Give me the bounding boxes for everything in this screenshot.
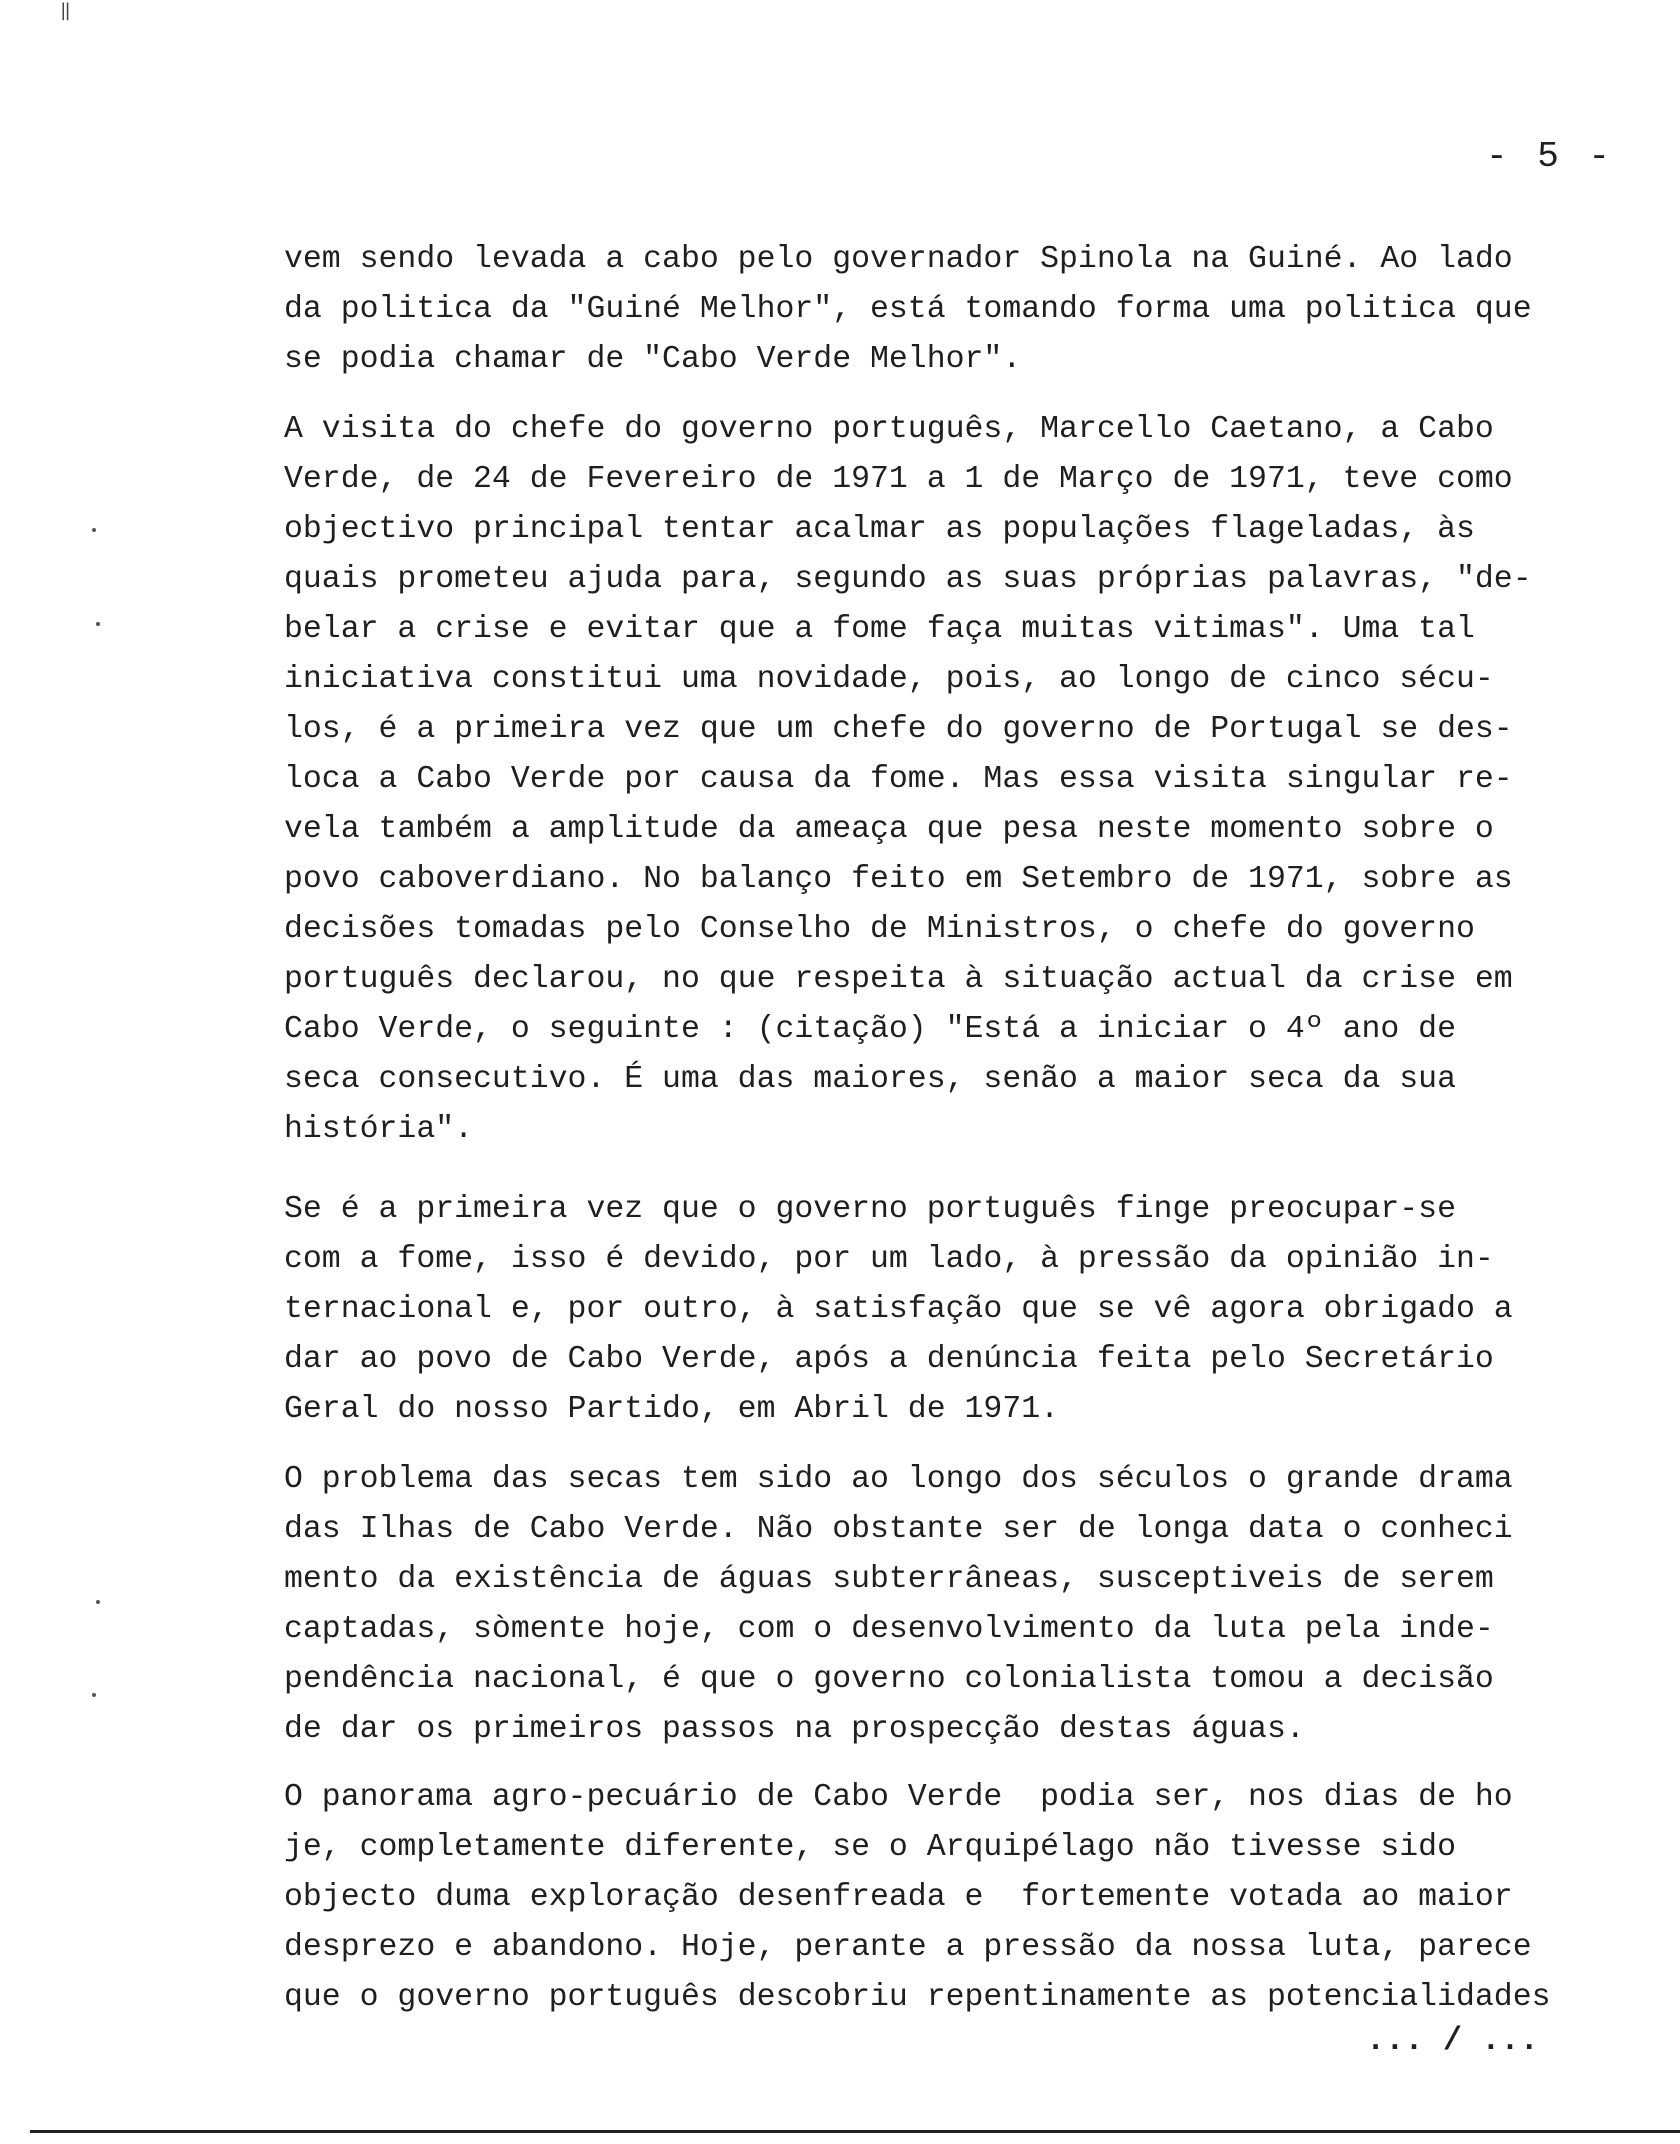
text-line: povo caboverdiano. No balanço feito em Setembro de 1971, sobre as xyxy=(284,862,1513,897)
text-line: captadas, sòmente hoje, com o desenvolvimento da luta pela inde- xyxy=(284,1612,1494,1647)
scan-speck xyxy=(96,622,100,626)
scan-speck xyxy=(96,1600,100,1604)
text-line: quais prometeu ajuda para, segundo as suas próprias palavras, "de- xyxy=(284,562,1532,597)
corner-mark: ‖ xyxy=(60,2,71,22)
text-line: ternacional e, por outro, à satisfação que se vê agora obrigado a xyxy=(284,1292,1513,1327)
text-line: se podia chamar de "Cabo Verde Melhor". xyxy=(284,342,1022,377)
text-line: português declarou, no que respeita à situação actual da crise em xyxy=(284,962,1513,997)
continuation-mark: ... / ... xyxy=(1366,2022,1539,2059)
page-number: - 5 - xyxy=(1486,136,1615,177)
text-line: je, completamente diferente, se o Arquipélago não tivesse sido xyxy=(284,1830,1456,1865)
paragraph-5 xyxy=(284,1773,1644,2023)
text-line: vem sendo levada a cabo pelo governador Spinola na Guiné. Ao lado xyxy=(284,242,1513,277)
text-line: desprezo e abandono. Hoje, perante a pressão da nossa luta, parece xyxy=(284,1930,1532,1965)
text-line: O problema das secas tem sido ao longo dos séculos o grande drama xyxy=(284,1462,1513,1497)
paragraph-1 xyxy=(284,235,1644,385)
paragraph-2 xyxy=(284,405,1644,1155)
text-line: Se é a primeira vez que o governo português finge preocupar-se xyxy=(284,1192,1456,1227)
text-line: seca consecutivo. É uma das maiores, senão a maior seca da sua xyxy=(284,1062,1456,1097)
paragraph-3 xyxy=(284,1185,1644,1435)
text-line: decisões tomadas pelo Conselho de Ministros, o chefe do governo xyxy=(284,912,1475,947)
text-line: belar a crise e evitar que a fome faça muitas vitimas". Uma tal xyxy=(284,612,1475,647)
text-line: Cabo Verde, o seguinte : (citação) "Está a iniciar o 4º ano de xyxy=(284,1012,1456,1047)
text-line: pendência nacional, é que o governo colonialista tomou a decisão xyxy=(284,1662,1494,1697)
scan-speck xyxy=(92,528,96,532)
text-line: Verde, de 24 de Fevereiro de 1971 a 1 de Março de 1971, teve como xyxy=(284,462,1513,497)
text-line: iniciativa constitui uma novidade, pois, ao longo de cinco sécu- xyxy=(284,662,1494,697)
text-line: objectivo principal tentar acalmar as populações flageladas, às xyxy=(284,512,1475,547)
text-line: que o governo português descobriu repentinamente as potencialidades xyxy=(284,1980,1551,2015)
text-line: Geral do nosso Partido, em Abril de 1971. xyxy=(284,1392,1060,1427)
text-line: O panorama agro-pecuário de Cabo Verde podia ser, nos dias de ho xyxy=(284,1780,1513,1815)
bottom-rule xyxy=(30,2130,1680,2133)
text-line: A visita do chefe do governo português, Marcello Caetano, a Cabo xyxy=(284,412,1494,447)
text-line: com a fome, isso é devido, por um lado, à pressão da opinião in- xyxy=(284,1242,1494,1277)
text-line: mento da existência de águas subterrâneas, susceptiveis de serem xyxy=(284,1562,1494,1597)
text-line: das Ilhas de Cabo Verde. Não obstante ser de longa data o conheci xyxy=(284,1512,1513,1547)
text-line: loca a Cabo Verde por causa da fome. Mas essa visita singular re- xyxy=(284,762,1513,797)
text-line: vela também a amplitude da ameaça que pesa neste momento sobre o xyxy=(284,812,1494,847)
text-line: objecto duma exploração desenfreada e fortemente votada ao maior xyxy=(284,1880,1513,1915)
text-line: da politica da "Guiné Melhor", está tomando forma uma politica que xyxy=(284,292,1532,327)
text-line: de dar os primeiros passos na prospecção destas águas. xyxy=(284,1712,1305,1747)
text-line: história". xyxy=(284,1112,474,1147)
text-line: los, é a primeira vez que um chefe do governo de Portugal se des- xyxy=(284,712,1513,747)
paragraph-4 xyxy=(284,1455,1644,1755)
text-line: dar ao povo de Cabo Verde, após a denúncia feita pelo Secretário xyxy=(284,1342,1494,1377)
scan-speck xyxy=(92,1693,96,1697)
